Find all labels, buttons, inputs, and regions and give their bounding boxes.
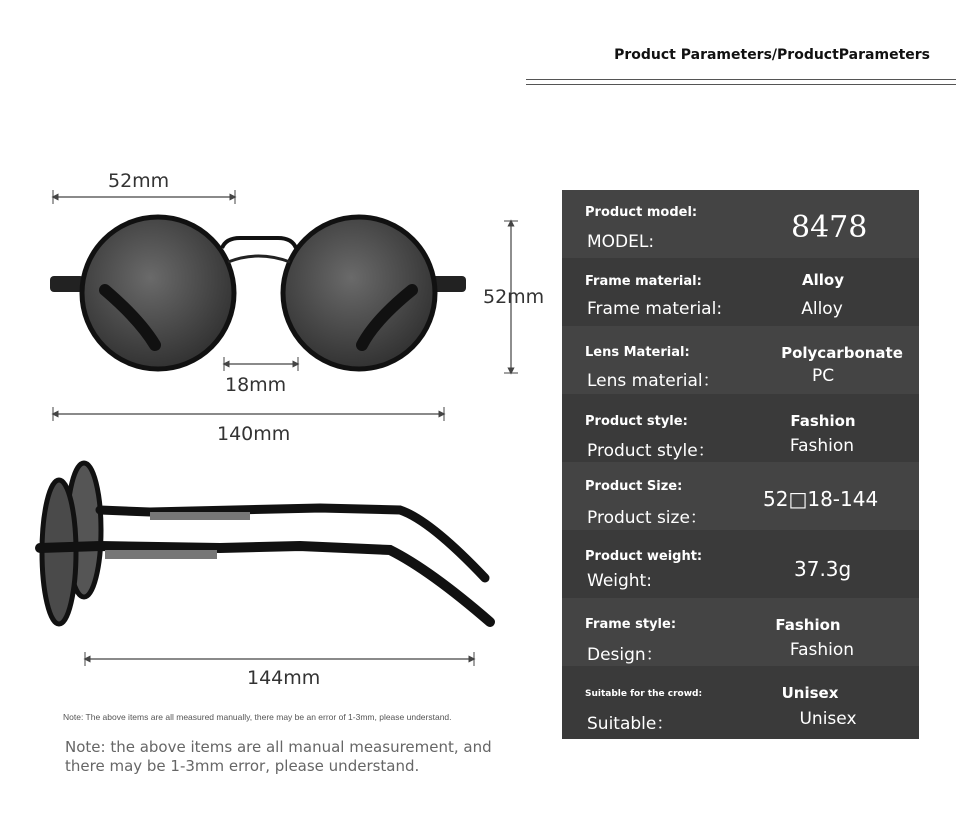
param-row-lens-material xyxy=(562,326,919,394)
param-label-top: Product style: xyxy=(585,414,688,429)
param-label-bottom: Product style： xyxy=(587,441,715,461)
param-label-top: Product weight: xyxy=(585,549,703,564)
param-value-top: Fashion xyxy=(790,412,856,430)
param-value-top: Alloy xyxy=(802,271,844,289)
param-row-product-size xyxy=(562,462,919,530)
param-label-top: Lens Material: xyxy=(585,345,690,360)
temple-length-label: 144mm xyxy=(247,667,321,689)
param-label-top: Suitable for the crowd: xyxy=(585,689,703,699)
lens-height-label: 52mm xyxy=(483,286,545,308)
param-value: 37.3g xyxy=(794,557,852,581)
param-value-bottom: Unisex xyxy=(799,709,857,729)
param-row-frame-style xyxy=(562,598,919,666)
param-label-bottom: Lens material： xyxy=(587,371,720,391)
front-view xyxy=(50,217,466,369)
param-value-bottom: PC xyxy=(811,366,835,386)
bridge-label: 18mm xyxy=(225,374,287,396)
param-label-bottom: Frame material: xyxy=(587,299,723,319)
param-value-top: Unisex xyxy=(781,684,839,702)
param-label-top: Product Size: xyxy=(585,479,683,494)
param-value-bottom: Alloy xyxy=(801,299,843,319)
parameters-table xyxy=(562,190,919,739)
param-label-bottom: Weight: xyxy=(587,571,652,591)
param-label-bottom: Suitable： xyxy=(587,714,674,734)
param-label-bottom: Product size： xyxy=(587,508,707,528)
param-row-weight xyxy=(562,530,919,598)
lens-width-label: 52mm xyxy=(108,170,170,192)
param-label-top: Frame material: xyxy=(585,274,702,289)
param-label-bottom: Design： xyxy=(587,645,663,665)
note-small: Note: The above items are all measured manually, there may be an error of 1-3mm, please understand. xyxy=(63,712,452,722)
page-title: Product Parameters/ProductParameters xyxy=(614,47,930,63)
param-value-top: Polycarbonate xyxy=(781,344,903,362)
param-row-model xyxy=(562,190,919,258)
param-value: 8478 xyxy=(791,210,868,245)
param-label-top: Frame style: xyxy=(585,617,677,632)
param-value-top: Fashion xyxy=(775,616,841,634)
note-large: Note: the above items are all manual measurement, and there may be 1-3mm error, please understand. xyxy=(65,738,492,775)
param-row-product-style xyxy=(562,394,919,462)
param-label-bottom: MODEL: xyxy=(587,232,655,252)
param-value-bottom: Fashion xyxy=(789,640,855,660)
param-value-bottom: Fashion xyxy=(789,436,855,456)
param-value: 52□18-144 xyxy=(763,487,879,511)
frame-width-label: 140mm xyxy=(217,423,291,445)
param-label-top: Product model: xyxy=(585,205,698,220)
param-row-suitable xyxy=(562,666,919,734)
side-view xyxy=(40,463,490,624)
param-row-frame-material xyxy=(562,258,919,326)
